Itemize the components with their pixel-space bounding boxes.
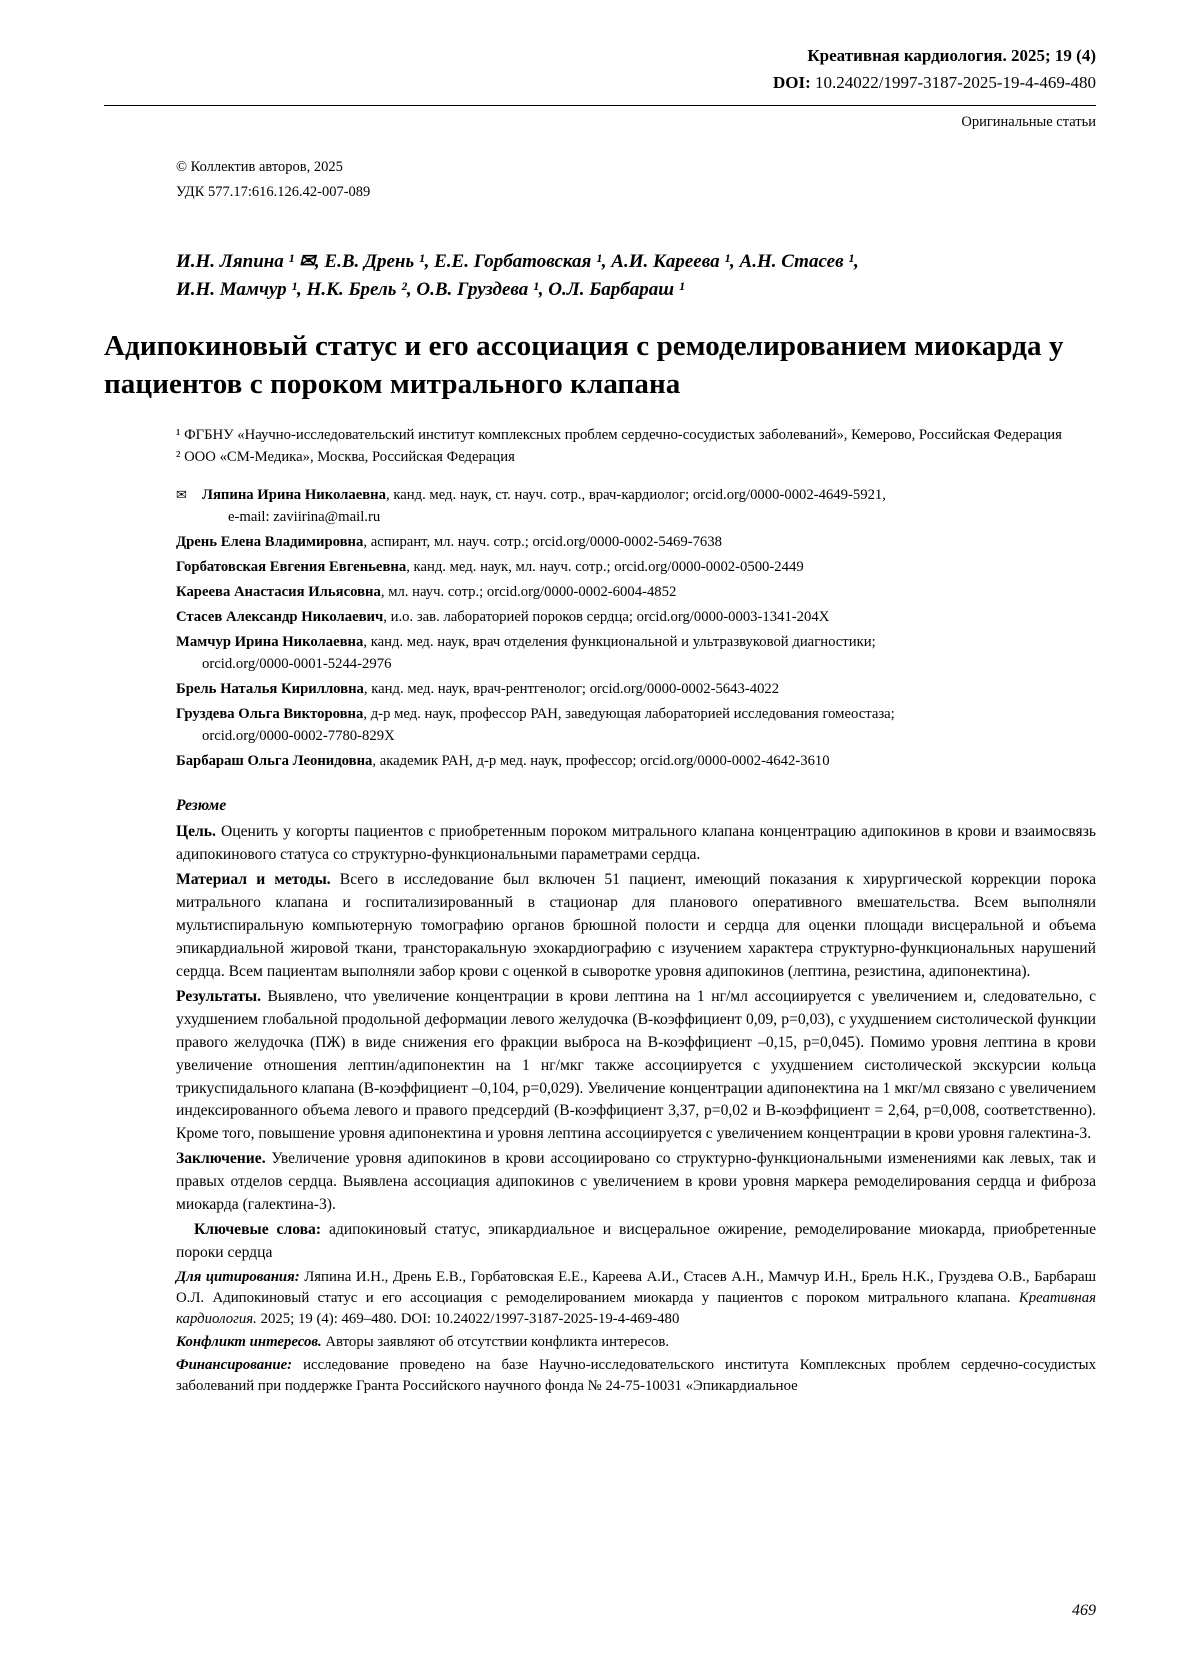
funding-label: Финансирование: [176,1356,293,1373]
abstract-methods-label: Материал и методы. [176,871,331,889]
keywords-text: адипокиновый статус, эпикардиальное и висцеральное ожирение, ремоделирование миокарда, приобретенные пороки сердца [176,1221,1097,1262]
author-detail [176,703,1096,747]
author-list [176,248,1096,305]
abstract-results-label: Результаты. [176,987,261,1005]
author-name: Мамчур Ирина Николаевна [176,634,364,651]
doi-value: 10.24022/1997-3187-2025-19-4-469-480 [815,72,1096,92]
author-name: Ляпина Ирина Николаевна [202,486,386,503]
author-line-1: И.Н. Ляпина ¹ ✉, Е.В. Дрень ¹, Е.Е. Горбатовская ¹, А.И. Кареева ¹, А.Н. Стасев ¹, [176,250,859,272]
affiliation-2: ² ООО «СМ-Медика», Москва, Российская Федерация [176,448,515,465]
udk-line: УДК 577.17:616.126.42-007-089 [176,184,371,201]
keywords-label: Ключевые слова: [194,1221,322,1239]
abstract-conclusion [176,1148,1096,1217]
journal-header [104,44,1096,95]
abstract-conclusion-label: Заключение. [176,1150,266,1168]
page-title: Адипокиновый статус и его ассоциация с ремоделированием миокарда у пациентов с пороком митрального клапана [104,329,1064,401]
abstract-goal-label: Цель. [176,823,216,841]
author-name: Дрень Елена Владимировна [176,534,364,551]
abstract-methods-text: Всего в исследование был включен 51 пациент, имеющий показания к хирургической коррекции порока митрального клапана и госпитализированный в стационар для планового оперативного вмешательства. Всем выполняли мультиспиральную компьютерную томографию органов брюшной полости и сердца для оценки площади висцеральной и объема эпикардиальной жировой ткани, трансторакальную эхокардиографию с изучением характера структурно-функциональных нарушений сердца. Всем пациентам выполняли забор крови с оценкой в сыворотке уровня адипокинов (лептина, резистина, адипонектина). [176,871,1096,980]
envelope-icon: ✉ [176,486,187,502]
abstract-goal-text: Оценить у когорты пациентов с приобретенным пороком митрального клапана концентрацию адипокинов в крови и взаимосвязь адипокинового статуса со структурно-функциональными параметрами сердца. [176,823,1096,864]
author-name: Груздева Ольга Викторовна [176,706,364,723]
abstract-results-text: Выявлено, что увеличение концентрации в крови лептина на 1 нг/мл ассоциируется с увеличением и, следовательно, с ухудшением глобальной продольной деформации левого желудочка (В-коэффициент 0,09, р=0,03), с ухудшением систолической функции правого желудочка (ПЖ) в виде снижения его фракции выброса на В-коэффициент –0,15, р=0,045). Помимо уровня лептина в крови увеличение отношения лептин/адипонектин на 1 нг/мкг также ассоциируется с ухудшением систолической экскурсии кольца трикуспидального клапана (В-коэффициент –0,104, р=0,029). Увеличение концентрации адипонектина на 1 мкг/мл связано с увеличением индексированного объема левого и правого предсердий (В-коэффициент 3,37, р=0,02 и В-коэффициент = 2,64, р=0,008, соответственно). Кроме того, повышение уровня адипонектина и уровня лептина ассоциируется с увеличением концентрации в крови уровня галектина-3. [176,987,1096,1143]
author-detail [176,556,1096,578]
author-meta: , и.о. зав. лабораторией пороков сердца; orcid.org/0000-0003-1341-204X [383,609,830,626]
citation-text-after: 2025; 19 (4): 469–480. DOI: 10.24022/1997-3187-2025-19-4-469-480 [256,1310,680,1327]
page-number: 469 [1072,1602,1096,1619]
author-detail [176,531,1096,553]
author-name: Горбатовская Евгения Евгеньевна [176,559,407,576]
citation-block [176,1267,1096,1330]
funding-statement [176,1355,1096,1397]
author-detail [176,484,1096,528]
author-name: Кареева Анастасия Ильясовна [176,584,381,601]
author-detail [176,581,1096,603]
conflict-text: Авторы заявляют об отсутствии конфликта интересов. [321,1333,670,1350]
author-detail [176,750,1096,772]
author-meta: , канд. мед. наук, мл. науч. сотр.; orcid.org/0000-0002-0500-2449 [406,559,804,576]
author-orcid: orcid.org/0000-0001-5244-2976 [202,656,392,673]
author-email: e-mail: zaviirina@mail.ru [228,508,381,525]
citation-journal: Креативная кардиология. [176,1289,1096,1327]
doi-label: DOI: [773,72,811,92]
author-details-list [176,484,1096,773]
copyright-line: © Коллектив авторов, 2025 [176,159,343,176]
author-name: Брель Наталья Кирилловна [176,681,364,698]
abstract-results [176,986,1096,1146]
citation-label: Для цитирования: [176,1268,300,1285]
citation-text-before: Ляпина И.Н., Дрень Е.В., Горбатовская Е.Е., Кареева А.И., Стасев А.Н., Мамчур И.Н., Брель Н.К., Груздева О.В., Барбараш О.Л. Адипокиновый статус и его ассоциация с ремоделированием миокарда у пациентов с пороком митрального клапана. [176,1268,1096,1306]
author-line-2: И.Н. Мамчур ¹, Н.К. Брель ², О.В. Груздева ¹, О.Л. Барбараш ¹ [176,279,685,301]
section-kind: Оригинальные статьи [961,114,1096,131]
author-detail [176,606,1096,628]
abstract-section [176,795,1096,1397]
author-meta: , мл. науч. сотр.; orcid.org/0000-0002-6004-4852 [380,584,677,601]
author-meta: , академик РАН, д-р мед. наук, профессор; orcid.org/0000-0002-4642-3610 [372,753,830,770]
affiliation-1: ¹ ФГБНУ «Научно-исследовательский институт комплексных проблем сердечно-сосудистых заболеваний», Кемерово, Российская Федерация [176,427,1062,444]
abstract-methods [176,869,1096,984]
affiliations [176,425,1096,468]
author-meta: , канд. мед. наук, ст. науч. сотр., врач-кардиолог; orcid.org/0000-0002-4649-5921, [385,486,886,503]
funding-text: исследование проведено на базе Научно-исследовательского института Комплексных проблем сердечно-сосудистых заболеваний при поддержке Гранта Российского научного фонда № 24-75-10031 «Эпикардиальное [176,1356,1096,1394]
conflict-label: Конфликт интересов. [176,1333,322,1350]
author-name: Барбараш Ольга Леонидовна [176,753,373,770]
author-meta: , д-р мед. наук, профессор РАН, заведующая лабораторией исследования гомеостаза; [363,706,895,723]
abstract-goal [176,821,1096,867]
abstract-heading: Резюме [176,796,227,814]
author-orcid: orcid.org/0000-0002-7780-829X [202,728,395,745]
author-meta: , канд. мед. наук, врач-рентгенолог; orcid.org/0000-0002-5643-4022 [363,681,780,698]
author-meta: , канд. мед. наук, врач отделения функциональной и ультразвуковой диагностики; [363,634,876,651]
author-name: Стасев Александр Николаевич [176,609,384,626]
doi-line [104,71,1096,96]
journal-issue: Креативная кардиология. 2025; 19 (4) [807,46,1096,65]
header-divider [104,105,1096,106]
author-detail [176,631,1096,675]
author-meta: , аспирант, мл. науч. сотр.; orcid.org/0000-0002-5469-7638 [363,534,722,551]
keywords [176,1219,1096,1265]
abstract-conclusion-text: Увеличение уровня адипокинов в крови ассоциировано со структурно-функциональными изменениями как левых, так и правых отделов сердца. Выявлена ассоциация адипокинов с увеличением в крови уровня маркера ремоделирования сердца и фиброза миокарда (галектина-3). [176,1150,1096,1214]
author-detail [176,678,1096,700]
conflict-of-interest [176,1332,1096,1353]
